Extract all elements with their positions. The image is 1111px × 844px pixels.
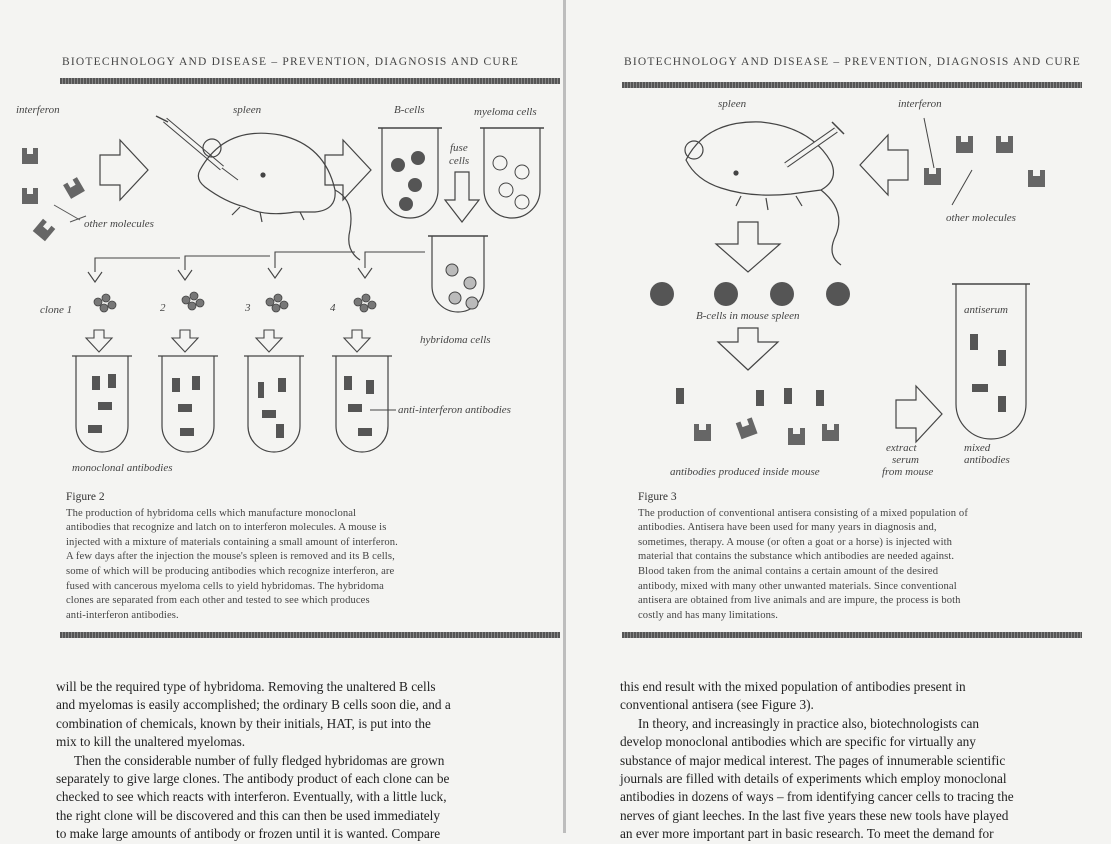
label-clone-1: clone 1 xyxy=(40,304,73,316)
caption-rule xyxy=(60,632,560,638)
antibody-shapes xyxy=(88,374,374,438)
label-hybridoma: hybridoma cells xyxy=(420,334,491,346)
label-other-molecules: other molecules xyxy=(84,218,154,230)
caption-line: The production of hybridoma cells which manufacture monoclonal xyxy=(66,507,357,519)
caption-line: anti-interferon antibodies. xyxy=(66,609,179,621)
fuse-arrow xyxy=(445,172,479,222)
body-line: combination of chemicals, known by their initials, HAT, is put into the xyxy=(56,715,431,731)
caption-line: clones are separated from each other and tested to see which produces xyxy=(66,595,370,607)
label-spleen: spleen xyxy=(233,104,262,116)
label-antibodies-produced: antibodies produced inside mouse xyxy=(670,466,820,478)
caption-line: injected with a mixture of materials containing a small amount of interferon. xyxy=(66,536,398,548)
other-molecule xyxy=(63,177,85,199)
big-arrow xyxy=(325,140,371,200)
caption-rule xyxy=(622,632,1082,638)
label-mixed: mixed xyxy=(964,442,991,454)
antibodies-produced xyxy=(676,388,824,406)
label-cells: cells xyxy=(449,155,470,167)
syringe-icon xyxy=(156,116,238,180)
distribution-arrows xyxy=(88,252,425,282)
body-line: separately to give large clones. The antibody product of each clone can be xyxy=(56,771,450,787)
caption-line: fused with cancerous myeloma cells to yield hybridomas. The hybridoma xyxy=(66,580,384,592)
body-line: the right clone will be discovered and this can then be used immediately xyxy=(56,807,441,823)
other-molecule xyxy=(22,188,38,204)
right-body-text xyxy=(620,678,1090,844)
body-line: antibodies in dozens of ways – from identifying cancer cells to tracing the xyxy=(620,789,1014,805)
caption-line: Blood taken from the animal contains a certain amount of the desired xyxy=(638,565,939,577)
label-interferon: interferon xyxy=(898,98,942,110)
figure-2-caption xyxy=(66,490,506,623)
body-line: mix to kill the unaltered myelomas. xyxy=(56,734,246,750)
running-head: BIOTECHNOLOGY AND DISEASE – PREVENTION, DIAGNOSIS AND CURE xyxy=(62,56,519,68)
body-line: Then the considerable number of fully fledged hybridomas are grown xyxy=(74,752,445,768)
caption-line: material that contains the substance which antibodies are needed against. xyxy=(638,551,955,563)
other-molecule xyxy=(996,136,1013,153)
caption-line: A few days after the injection the mouse's spleen is removed and its B cells, xyxy=(66,551,395,563)
big-arrow xyxy=(100,140,148,200)
other-molecule xyxy=(1028,170,1045,187)
big-arrow xyxy=(860,135,908,195)
body-line: to make large amounts of antibody or frozen until it is wanted. Compare xyxy=(56,826,441,842)
caption-line: The production of conventional antisera consisting of a mixed population of xyxy=(638,507,968,519)
label-extract: extract xyxy=(886,442,917,454)
label-spleen: spleen xyxy=(718,98,747,110)
caption-line: antibody, mixed with many other unwanted materials. Since conventional xyxy=(638,580,957,592)
body-line: In theory, and increasingly in practice also, biotechnologists can xyxy=(638,715,980,731)
caption-line: antisera are obtained from live animals and are impure, the process is both xyxy=(638,595,961,607)
label-antiserum: antiserum xyxy=(964,304,1008,316)
left-body-text xyxy=(56,678,511,844)
label-fuse: fuse xyxy=(450,142,468,154)
big-down-arrow xyxy=(718,328,778,370)
label-interferon: interferon xyxy=(16,104,60,116)
label-antibodies: antibodies xyxy=(964,454,1010,466)
hybridoma-cells-tube xyxy=(428,236,488,312)
label-other-molecules: other molecules xyxy=(946,212,1016,224)
running-head: BIOTECHNOLOGY AND DISEASE – PREVENTION, DIAGNOSIS AND CURE xyxy=(624,56,1081,68)
interferon-molecule xyxy=(924,168,941,185)
right-page xyxy=(566,0,1111,842)
body-line: an ever more important part in basic research. To meet the demand for xyxy=(620,826,994,842)
label-from-mouse: from mouse xyxy=(882,466,934,478)
caption-line: antibodies that recognize and latch on to interferon molecules. A mouse is xyxy=(66,522,387,534)
caption-title: Figure 3 xyxy=(638,491,677,503)
body-line: will be the required type of hybridoma. Removing the unaltered B cells xyxy=(56,679,436,694)
other-molecule xyxy=(33,219,56,242)
body-line: nerves of giant leeches. In the last five years these new tools have played xyxy=(620,807,1009,823)
body-line: develop monoclonal antibodies which are specific for virtually any xyxy=(620,734,976,750)
interferon-molecule xyxy=(22,148,38,164)
body-line: substance of major medical interest. The pages of innumerable scientific xyxy=(620,752,1006,768)
body-line: journals are filled with details of experiments which employ monoclonal xyxy=(620,771,1007,787)
caption-line: antibodies. Antisera have been used for many years in diagnosis and, xyxy=(638,522,937,534)
label-b-cells: B-cells xyxy=(394,104,425,116)
small-down-arrows xyxy=(86,330,370,352)
figure-3-caption xyxy=(638,490,1088,623)
body-line: this end result with the mixed population of antibodies present in xyxy=(620,679,966,694)
label-serum: serum xyxy=(892,454,919,466)
caption-line: some of which will be producing antibodies which recognize interferon, are xyxy=(66,565,395,577)
caption-line: sometimes, therapy. A mouse (or often a goat or a horse) is injected with xyxy=(638,536,953,548)
extract-arrow xyxy=(896,386,942,442)
figure-3-illustration xyxy=(566,0,1111,490)
label-clone-4: 4 xyxy=(330,302,336,314)
b-cells-tube xyxy=(378,128,442,218)
label-b-cells-spleen: B-cells in mouse spleen xyxy=(696,310,800,322)
body-line: checked to see which reacts with interferon. Eventually, with a little luck, xyxy=(56,789,447,805)
syringe-icon xyxy=(786,122,844,165)
label-myeloma: myeloma cells xyxy=(474,106,537,118)
mouse-illustration xyxy=(198,133,360,260)
other-molecule xyxy=(956,136,973,153)
body-line: and myelomas is easily accomplished; the ordinary B cells soon die, and a xyxy=(56,697,451,713)
body-line: conventional antisera (see Figure 3). xyxy=(620,697,814,713)
big-down-arrow xyxy=(716,222,780,272)
molecules-produced xyxy=(694,417,839,445)
b-cells-in-spleen xyxy=(650,282,850,306)
label-anti-interferon: anti-interferon antibodies xyxy=(398,404,511,416)
caption-line: costly and has many limitations. xyxy=(638,609,779,621)
label-clone-2: 2 xyxy=(160,302,166,314)
label-monoclonal: monoclonal antibodies xyxy=(72,462,173,474)
label-clone-3: 3 xyxy=(245,302,251,314)
antibody-tubes xyxy=(72,356,392,452)
myeloma-cells-tube xyxy=(480,128,544,218)
caption-title: Figure 2 xyxy=(66,491,105,503)
